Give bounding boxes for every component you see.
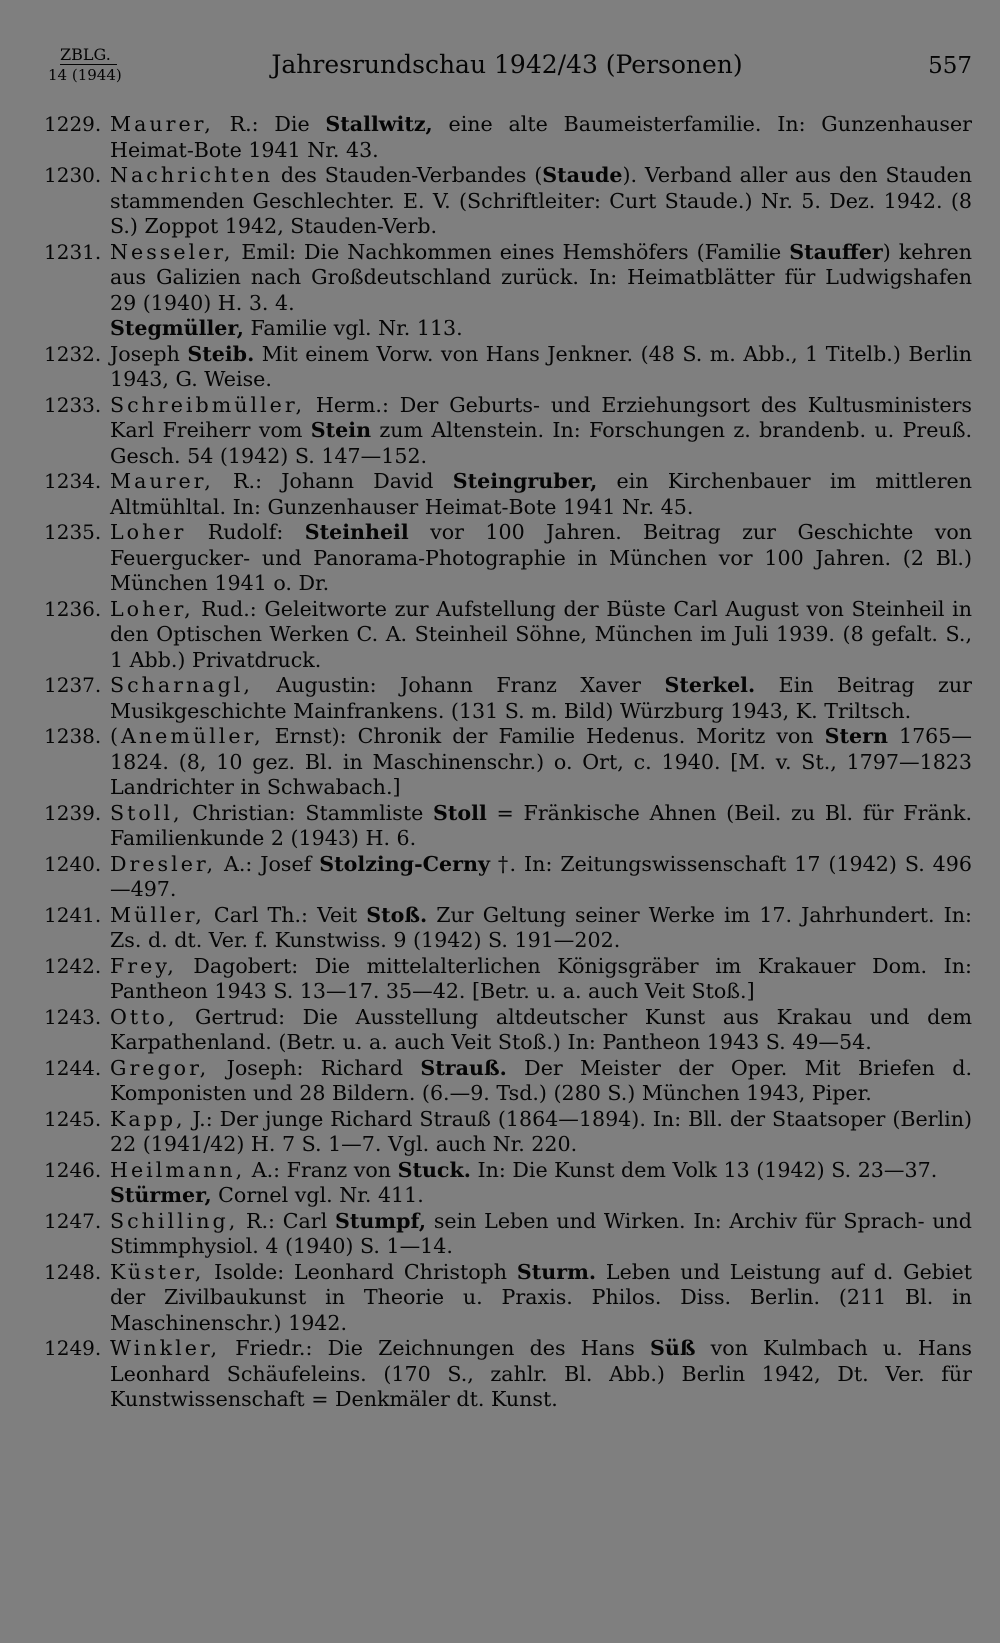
entry-author: Kapp,: [110, 1106, 186, 1131]
entry-keyword: Süß: [649, 1336, 696, 1360]
entry-text-before: Augustin: Johann Franz Xaver: [252, 673, 665, 697]
entry-author: Gregor,: [110, 1055, 210, 1080]
entry-author: Maurer,: [110, 469, 214, 493]
bibliography-entry: [42, 1260, 972, 1337]
entry-author: Maurer,: [110, 112, 214, 136]
entry-text-after: sein Leben und Wirken. In: Archiv für Sprach- und Stimmphysiol. 4 (1940) S. 1—14.: [110, 1208, 972, 1258]
journal-code: ZBLG.: [60, 46, 117, 65]
entry-author: Schilling,: [110, 1208, 239, 1233]
bibliography-entry: [42, 342, 972, 393]
entry-author: Heilmann,: [110, 1157, 246, 1182]
bibliography-entry: [42, 240, 972, 317]
bibliography-entry: [42, 954, 972, 1005]
entry-text-before: Joseph: [110, 341, 188, 366]
bibliography-entry: [42, 1056, 972, 1107]
entry-text-after: ein Kirchenbauer im mittleren Altmühltal. In: Gunzenhauser Heimat-Bote 1941 Nr. 45.: [110, 469, 972, 519]
entry-text-before: Isolde: Leonhard Christoph: [204, 1259, 517, 1284]
entry-number: 1242.: [44, 953, 102, 978]
entry-keyword: Sturm.: [516, 1259, 597, 1284]
entry-number: 1238.: [44, 724, 102, 748]
cross-reference-keyword: Stegmüller,: [110, 316, 244, 340]
entry-number: 1233.: [44, 392, 102, 417]
bibliography-entry: [42, 469, 972, 520]
entry-keyword: Stuck.: [397, 1157, 471, 1182]
entry-number: 1239.: [44, 800, 102, 825]
bibliography-entry: [42, 1107, 972, 1158]
entry-text-after: ) kehren aus Galizien nach Großdeutschland zurück. In: Heimatblätter für Ludwigshafen 29 (1940) H. 3. 4.: [110, 239, 973, 315]
cross-reference-text: Cornel vgl. Nr. 411.: [211, 1183, 424, 1207]
entry-text-before: Emil: Die Nachkommen eines Hemshöfers (Familie: [233, 239, 790, 264]
entry-author: Dresler,: [110, 851, 217, 876]
entry-text-before: Joseph: Richard: [209, 1055, 421, 1080]
entry-number: 1240.: [44, 851, 102, 876]
bibliography-entry: [42, 673, 972, 724]
entry-text-after: = Fränkische Ahnen (Beil. zu Bl. für Fränk. Familienkunde 2 (1943) H. 6.: [110, 800, 973, 850]
bibliography-list: [42, 112, 972, 1413]
entry-text-before: Ernst): Chronik der Familie Hedenus. Moritz von: [263, 724, 825, 748]
entry-text-before: A.: Josef: [216, 851, 320, 876]
entry-keyword: Stauffer: [789, 239, 883, 264]
entry-text-after: zum Altenstein. In: Forschungen z. brandenb. u. Preuß. Gesch. 54 (1942) S. 147—152.: [110, 418, 972, 468]
entry-text-before: R.: Die: [213, 112, 326, 136]
bibliography-entry: [42, 852, 972, 903]
page-number: 557: [928, 53, 972, 79]
entry-author: Nachrichten: [110, 163, 274, 187]
entry-text-after: Leben und Leistung auf d. Gebiet der Zivilbaukunst in Theorie u. Praxis. Philos. Diss. Berlin. (211 Bl. in Maschinenschr.) 1942.: [110, 1259, 973, 1335]
cross-reference-keyword: Stürmer,: [110, 1183, 212, 1207]
entry-text-after: ). Verband aller aus den Stauden stammenden Geschlechter. E. V. (Schriftleiter: Curt Staude.) Nr. 5. Dez. 1942. (8 S.) Zoppot 1942, Stauden-Verb.: [110, 163, 973, 238]
entry-number: 1248.: [44, 1259, 102, 1284]
entry-text-before: Friedr.: Die Zeichnungen des Hans: [220, 1336, 650, 1360]
bibliography-entry: [42, 1158, 972, 1184]
entry-text-before: Rudolf:: [186, 520, 305, 544]
entry-keyword: Steinheil: [304, 520, 409, 544]
entry-keyword: Stolzing-Cerny: [319, 851, 490, 876]
entry-text-after: Ein Beitrag zur Musikgeschichte Mainfrankens. (131 S. m. Bild) Würzburg 1943, K. Triltsch.: [110, 673, 973, 723]
bibliography-entry: [42, 163, 972, 240]
entry-author: Scharnagl,: [110, 673, 253, 697]
entry-author: Winkler,: [110, 1336, 221, 1360]
entry-text-before: R.: Carl: [238, 1208, 335, 1233]
cross-reference: [42, 316, 972, 342]
entry-author: Loher,: [110, 596, 194, 621]
entry-keyword: Steingruber,: [452, 469, 598, 493]
entry-number: 1246.: [44, 1157, 102, 1182]
entry-text-before: A.: Franz von: [245, 1157, 398, 1182]
entry-keyword: Staude: [542, 163, 623, 187]
entry-text-before: des Stauden-Verbandes (: [273, 163, 543, 187]
entry-text-after: eine alte Baumeisterfamilie. In: Gunzenhauser Heimat-Bote 1941 Nr. 43.: [110, 112, 972, 162]
page-header: [42, 46, 972, 98]
entry-keyword: Stumpf,: [334, 1208, 427, 1233]
entry-number: 1234.: [44, 469, 102, 493]
entry-number: 1230.: [44, 163, 102, 187]
cross-reference-text: Familie vgl. Nr. 113.: [243, 316, 463, 340]
entry-text-before: Dagobert: Die mittelalterlichen Königsgräber im Krakauer Dom. In: Pantheon 1943 S. 13—17. 35—42. [Betr. u. a. auch Veit Stoß.]: [110, 953, 972, 1003]
entry-number: 1235.: [44, 520, 102, 544]
running-title: Jahresrundschau 1942/43 (Personen): [271, 50, 743, 79]
bibliography-entry: [42, 1005, 972, 1056]
entry-author: (Anemüller,: [110, 724, 264, 748]
entry-number: 1232.: [44, 341, 102, 366]
bibliography-entry: [42, 903, 972, 954]
entry-text-before: Gertrud: Die Ausstellung altdeutscher Kunst aus Krakau und dem Karpathenland. (Betr. u. a. auch Veit Stoß.) In: Pantheon 1943 S. 49—54.: [110, 1004, 972, 1054]
entry-text-after: Mit einem Vorw. von Hans Jenkner. (48 S. m. Abb., 1 Titelb.) Berlin 1943, G. Weise.: [110, 341, 972, 391]
entry-keyword: Stoß.: [366, 902, 428, 927]
entry-number: 1237.: [44, 673, 102, 697]
entry-text-before: Rud.: Geleitworte zur Aufstellung der Büste Carl August von Steinheil in den Optischen Werken C. A. Steinheil Söhne, München im Juli 1939. (8 gefalt. S., 1 Abb.) Privatdruck.: [110, 596, 972, 672]
entry-author: Otto,: [110, 1004, 178, 1029]
entry-text-before: Christian: Stammliste: [182, 800, 434, 825]
entry-text-before: J.: Der junge Richard Strauß (1864—1894). In: Bll. der Staatsoper (Berlin) 22 (1941/42) H. 7 S. 1—7. Vgl. auch Nr. 220.: [110, 1106, 972, 1156]
entry-text-before: Herm.: Der Geburts- und Erziehungsort des Kultusministers Karl Freiherr vom: [110, 392, 972, 442]
entry-text-before: R.: Johann David: [213, 469, 453, 493]
entry-text-after: Zur Geltung seiner Werke im 17. Jahrhundert. In: Zs. d. dt. Ver. f. Kunstwiss. 9 (1942) S. 191—202.: [110, 902, 972, 952]
entry-number: 1231.: [44, 239, 102, 264]
bibliography-entry: [42, 393, 972, 470]
entry-author: Stoll,: [110, 800, 183, 825]
entry-number: 1241.: [44, 902, 102, 927]
entry-number: 1247.: [44, 1208, 102, 1233]
entry-text-after: 1765—1824. (8, 10 gez. Bl. in Maschinenschr.) o. Ort, c. 1940. [M. v. St., 1797—1823 Landrichter in Schwabach.]: [110, 724, 972, 799]
entry-text-after: Der Meister der Oper. Mit Briefen d. Komponisten und 28 Bildern. (6.—9. Tsd.) (280 S.) München 1943, Piper.: [110, 1055, 972, 1105]
entry-text-after: †. In: Zeitungswissenschaft 17 (1942) S. 496—497.: [110, 851, 972, 901]
entry-keyword: Stern: [824, 724, 888, 748]
entry-keyword: Steib.: [187, 341, 255, 366]
entry-keyword: Stallwitz,: [325, 112, 433, 136]
entry-text-after: von Kulmbach u. Hans Leonhard Schäufeleins. (170 S., zahlr. Bl. Abb.) Berlin 1942, Dt. Ver. für Kunstwissenschaft = Denkmäler dt. Kunst.: [110, 1336, 972, 1411]
entry-number: 1236.: [44, 596, 102, 621]
entry-text-after: vor 100 Jahren. Beitrag zur Geschichte von Feuergucker- und Panorama-Photographie in München vor 100 Jahren. (2 Bl.) München 1941 o. Dr.: [110, 520, 972, 595]
entry-author: Schreibmüller,: [110, 392, 305, 417]
entry-keyword: Stoll: [433, 800, 487, 825]
entry-author: Loher: [110, 520, 187, 544]
entry-author: Frey,: [110, 953, 177, 978]
entry-author: Küster,: [110, 1259, 205, 1284]
cross-reference: [42, 1183, 972, 1209]
bibliography-entry: [42, 724, 972, 801]
entry-text-after: In: Die Kunst dem Volk 13 (1942) S. 23—37.: [470, 1157, 938, 1182]
entry-number: 1243.: [44, 1004, 102, 1029]
bibliography-entry: [42, 1209, 972, 1260]
entry-keyword: Strauß.: [420, 1055, 507, 1080]
entry-number: 1245.: [44, 1106, 102, 1131]
entry-keyword: Stein: [310, 418, 372, 442]
bibliography-entry: [42, 1336, 972, 1413]
bibliography-entry: [42, 112, 972, 163]
entry-number: 1249.: [44, 1336, 102, 1360]
entry-number: 1244.: [44, 1055, 102, 1080]
journal-volume-year: 14 (1944): [48, 66, 122, 84]
entry-author: Müller,: [110, 902, 205, 927]
entry-number: 1229.: [44, 112, 102, 136]
bibliography-entry: [42, 801, 972, 852]
entry-author: Nesseler,: [110, 239, 234, 264]
entry-text-before: Carl Th.: Veit: [204, 902, 367, 927]
bibliography-entry: [42, 520, 972, 597]
bibliography-entry: [42, 597, 972, 674]
entry-keyword: Sterkel.: [664, 673, 756, 697]
